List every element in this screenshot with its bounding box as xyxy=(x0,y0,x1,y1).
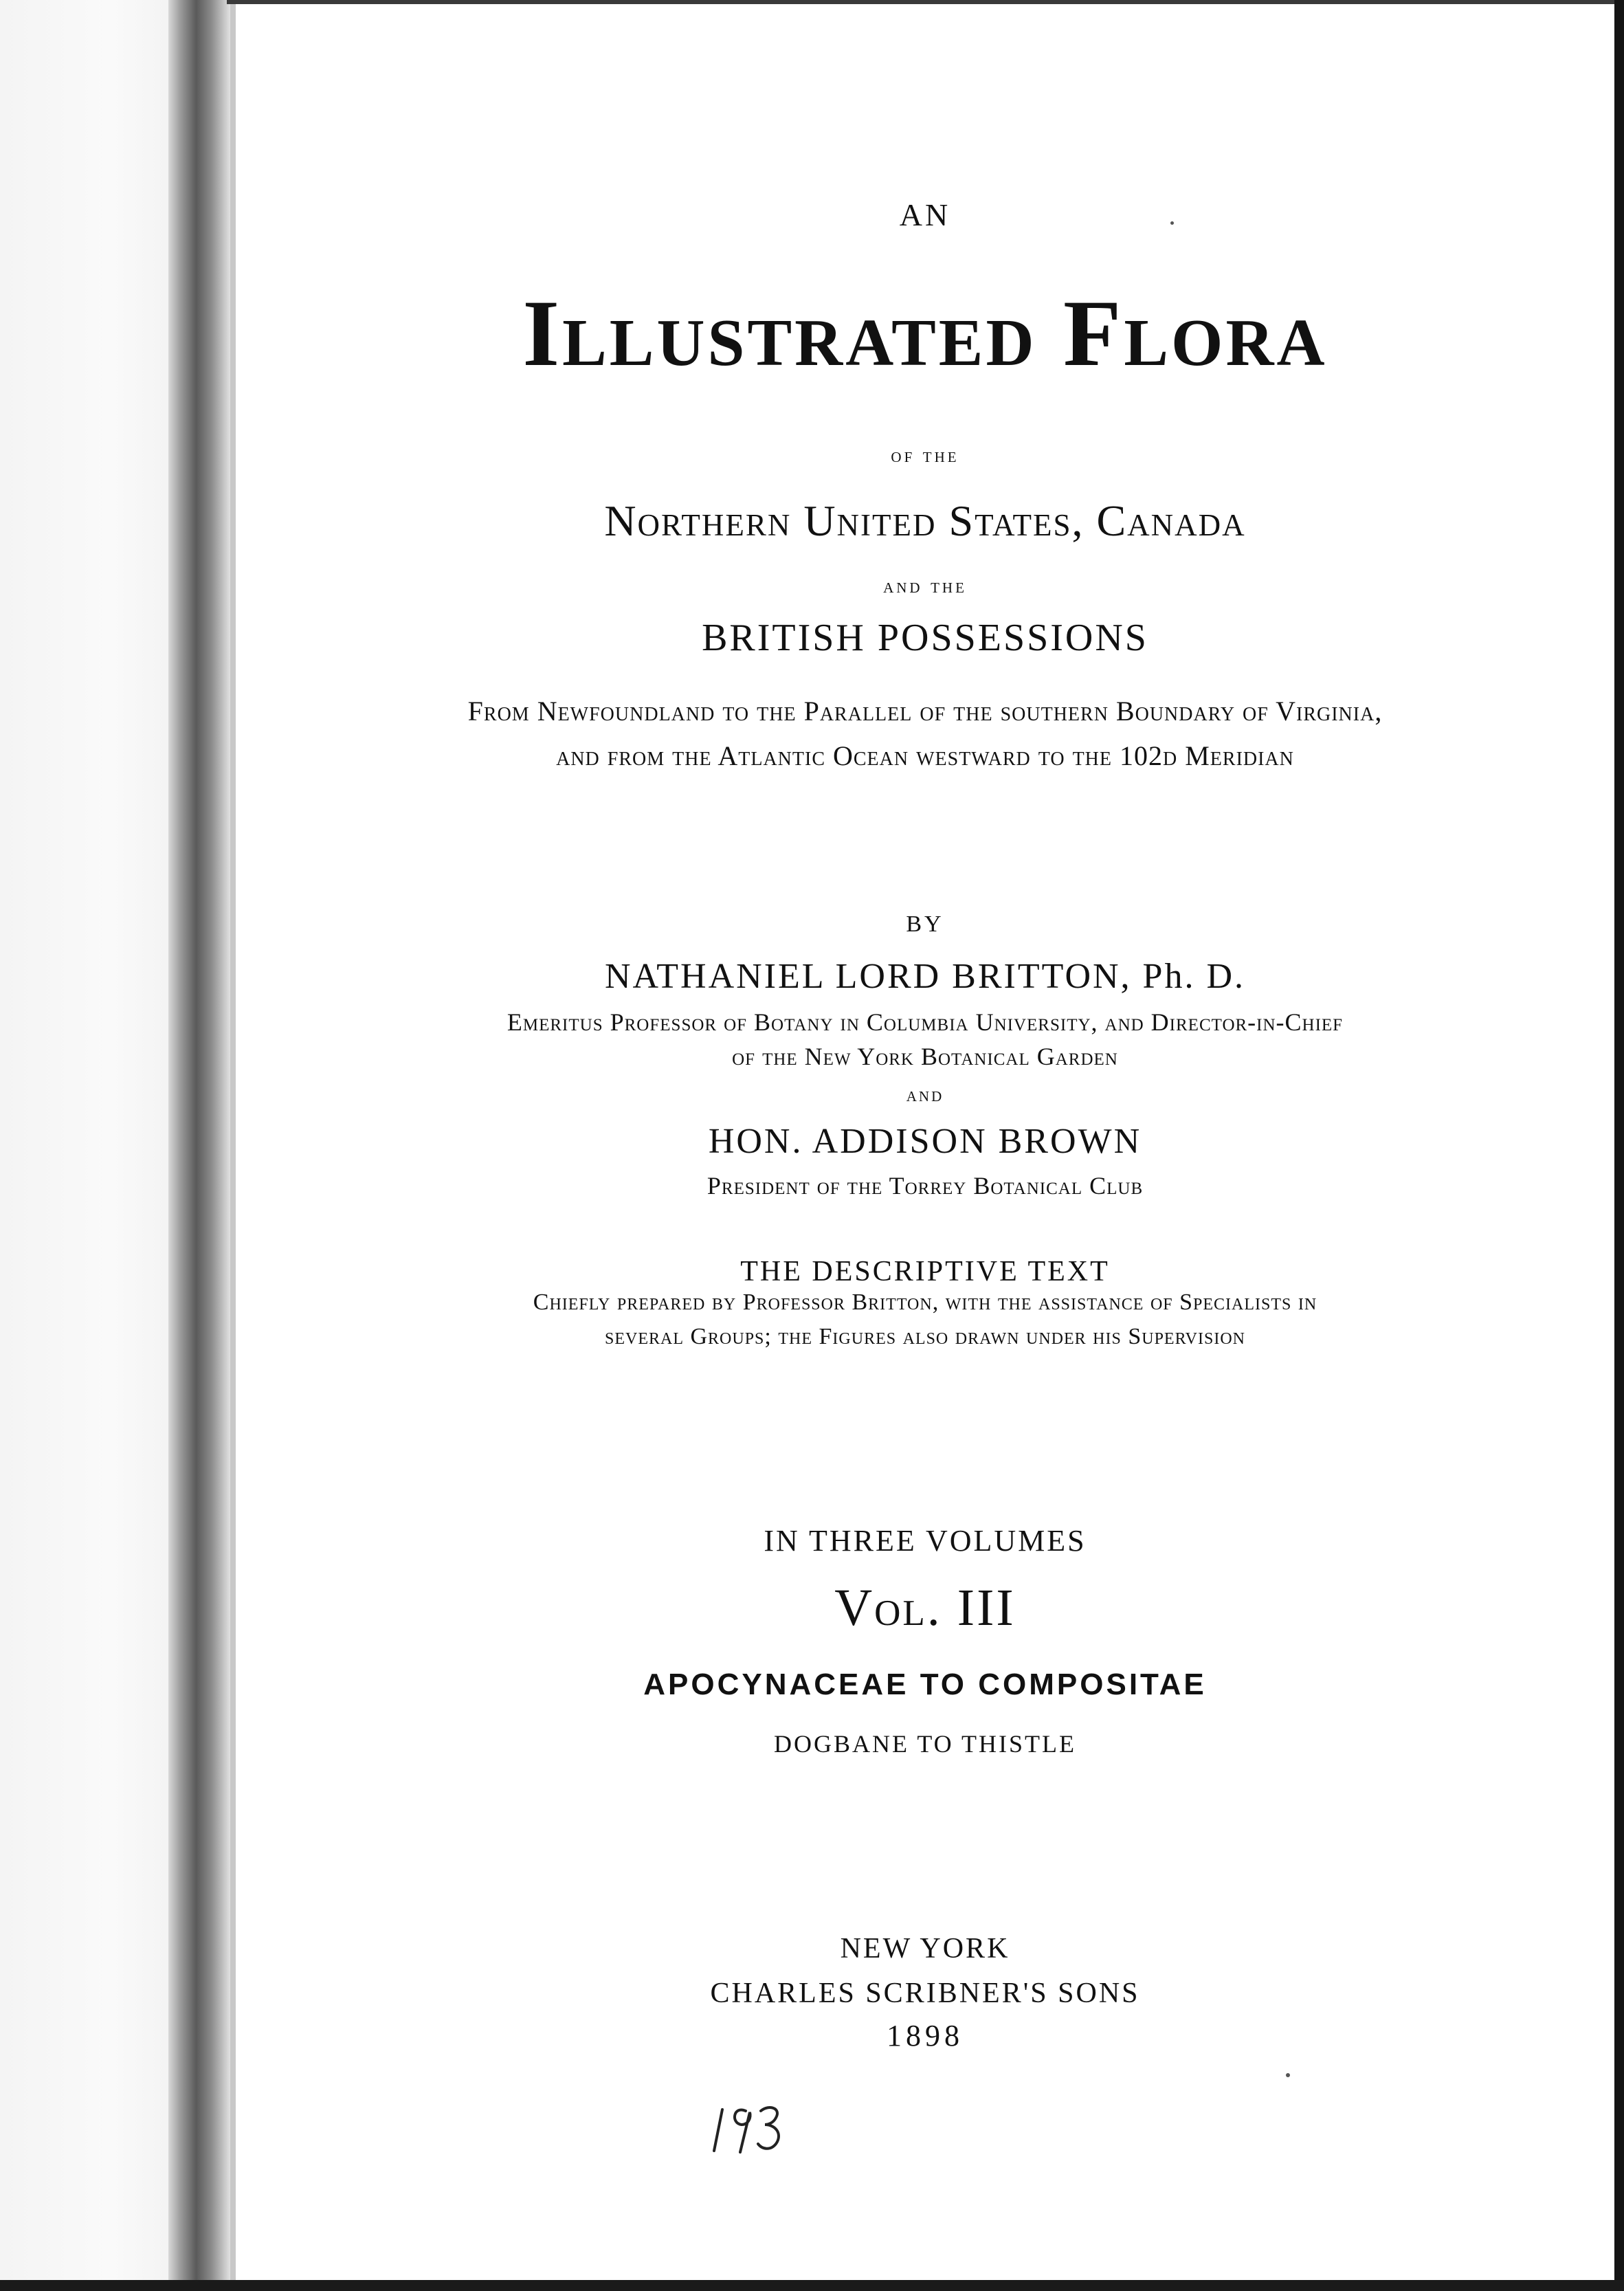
publisher-city: NEW YORK xyxy=(840,1933,1010,1964)
scan-right-edge xyxy=(1614,0,1624,2291)
common-names-range: DOGBANE TO THISTLE xyxy=(774,1730,1076,1758)
scan-speck xyxy=(1170,221,1174,225)
title-page xyxy=(236,4,1614,2280)
book-title: Illustrated Flora xyxy=(522,280,1328,386)
book-binding-shadow xyxy=(168,0,230,2291)
author-1-affiliation-line-2: of the New York Botanical Garden xyxy=(732,1043,1118,1070)
region-title: Northern United States, Canada xyxy=(604,496,1246,545)
volume-number: Vol. III xyxy=(834,1579,1016,1637)
descriptive-text-heading: THE DESCRIPTIVE TEXT xyxy=(740,1256,1110,1287)
descriptive-text-line-2: several Groups; the Figures also drawn under his Supervision xyxy=(604,1324,1245,1349)
volume-count: IN THREE VOLUMES xyxy=(764,1524,1087,1558)
publisher-name: CHARLES SCRIBNER'S SONS xyxy=(710,1978,1140,2009)
scan-speck xyxy=(1286,2073,1290,2077)
author-1-name: NATHANIEL LORD BRITTON, Ph. D. xyxy=(604,957,1246,996)
handwritten-note xyxy=(710,2090,792,2159)
scan-bottom-edge xyxy=(0,2280,1624,2291)
author-1-affiliation-line-1: Emeritus Professor of Botany in Columbia University, and Director-in-Chief xyxy=(507,1008,1344,1036)
author-2-affiliation: President of the Torrey Botanical Club xyxy=(707,1172,1144,1199)
extent-line-2: and from the Atlantic Ocean westward to the 102d Meridian xyxy=(556,740,1294,771)
families-range: APOCYNACEAE TO COMPOSITAE xyxy=(643,1668,1207,1701)
title-article: AN xyxy=(899,197,951,232)
author-2-name: HON. ADDISON BROWN xyxy=(708,1122,1142,1161)
extent-line-1: From Newfoundland to the Parallel of the southern Boundary of Virginia, xyxy=(467,696,1383,727)
and-label: and xyxy=(906,1083,944,1106)
title-of-the: of the xyxy=(891,444,959,467)
page-gutter xyxy=(0,0,186,2291)
publication-year: 1898 xyxy=(887,2019,964,2052)
by-label: BY xyxy=(906,911,944,937)
british-possessions: BRITISH POSSESSIONS xyxy=(702,617,1148,659)
binding-edge xyxy=(230,0,236,2291)
title-and-the: and the xyxy=(883,575,967,597)
descriptive-text-line-1: Chiefly prepared by Professor Britton, with the assistance of Specialists in xyxy=(533,1290,1317,1315)
